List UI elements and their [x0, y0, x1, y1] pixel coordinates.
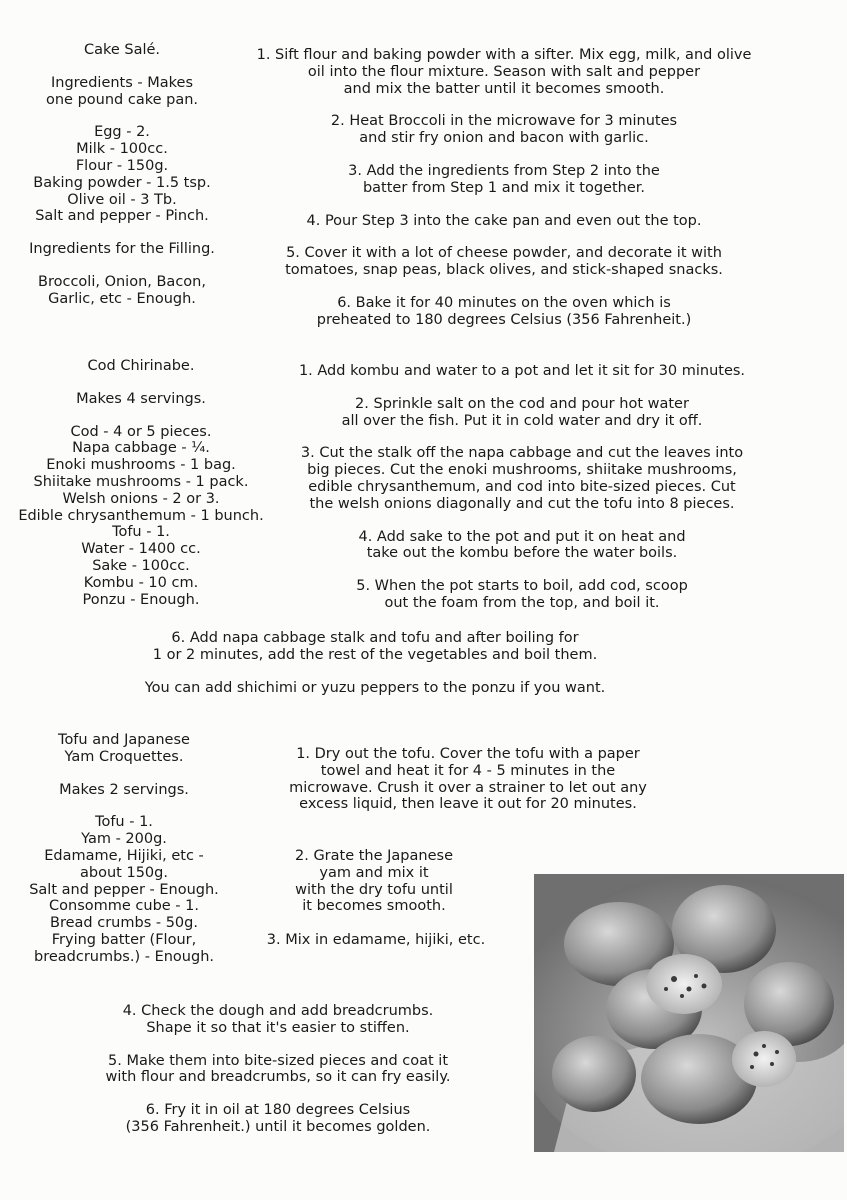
ingredient: Yam - 200g. — [81, 831, 167, 848]
ingredient: Ponzu - Enough. — [82, 591, 200, 608]
ingredient: Welsh onions - 2 or 3. — [62, 490, 220, 507]
ingredient: Kombu - 10 cm. — [83, 574, 199, 591]
ingredient: Edible chrysanthemum - 1 bunch. — [18, 507, 264, 524]
ingredient: Sake - 100cc. — [92, 557, 190, 574]
tofu-steps-bottom: 4. Check the dough and add breadcrumbs. Shape it so that it's easier to stiffen. 5. Make them into bite-sized pieces and coat it with flour and breadcrumbs, so it can fry easily. 6. Fry it in oil at 180 degrees Celsius (356 Fahrenheit.) until it becomes golden. — [105, 1003, 451, 1135]
cake-title: Cake Salé. — [83, 42, 161, 58]
ingredient: Bread crumbs - 50g. — [50, 915, 198, 932]
ingredient: Tofu - 1. — [112, 524, 170, 541]
tofu-step-2: 2. Grate the Japanese yam and mix it with the dry tofu until it becomes smooth. — [295, 848, 453, 915]
cake-steps: 1. Sift flour and baking powder with a sifter. Mix egg, milk, and olive oil into the flour mixture. Season with salt and pepper and mix the batter until it becomes smooth. 2. Heat Broccoli in the microwave for 3 minutes and stir fry onion and bacon with garlic. 3. Add the ingredients from Step 2 into the batter from Step 1 and mix it together. 4. Pour Step 3 into the cake pan and even out the top. 5. Cover it with a lot of cheese powder, and decorate it with tomatoes, snap peas, black olives, and stick-shaped snacks. 6. Bake it for 40 minutes on the oven which is preheated to 180 degrees Celsius (356 Fahrenheit.) — [256, 47, 752, 328]
cod-title: Cod Chirinabe. — [87, 358, 195, 374]
ingredient: Olive oil - 3 Tb. — [67, 191, 177, 208]
ingredient: Cod - 4 or 5 pieces. — [70, 423, 212, 440]
ingredient: Salt and pepper - Enough. — [29, 881, 219, 898]
croquettes-photo — [534, 874, 844, 1152]
cake-ingredients: Cake Salé. Ingredients - Makes one pound cake pan. Egg - 2. Milk - 100cc. Flour - 150g. Baking powder - 1.5 tsp. Olive oil - 3 Tb. Salt and pepper - Pinch. Ingredients for the Filling. Broccoli, Onion, Bacon, Garlic, etc - Enough. — [24, 42, 220, 308]
ingredient: Water - 1400 cc. — [81, 541, 201, 558]
cod-note: You can add shichimi or yuzu peppers to the ponzu if you want. — [144, 679, 606, 696]
cod-ingredients: Cod Chirinabe. Makes 4 servings. Cod - 4 or 5 pieces. Napa cabbage - ¼. Enoki mushrooms - 1 bag. Shiitake mushrooms - 1 pack. Welsh onions - 2 or 3. Edible chrysanthemum - 1 bunch. Tofu - 1. Water - 1400 cc. Sake - 100cc. Kombu - 10 cm. Ponzu - Enough. — [8, 358, 274, 608]
tofu-title: Tofu and Japanese — [58, 732, 190, 748]
ingredient: Shiitake mushrooms - 1 pack. — [33, 473, 249, 490]
cod-steps: 1. Add kombu and water to a pot and let it sit for 30 minutes. 2. Sprinkle salt on the cod and pour hot water all over the fish. Put it in cold water and dry it off. 3. Cut the stalk off the napa cabbage and cut the leaves into big pieces. Cut the enoki mushrooms, shiitake mushrooms, edible chrysanthemum, and cod into bite-sized pieces. Cut the welsh onions diagonally and cut the tofu into 8 pieces. 4. Add sake to the pot and put it on heat and take out the kombu before the water boils. 5. When the pot starts to boil, add cod, scoop out the foam from the top, and boil it. — [298, 363, 746, 611]
ingredient: breadcrumbs.) - Enough. — [34, 948, 214, 965]
filling-heading: Ingredients for the Filling. — [29, 241, 215, 258]
ingredient: Flour - 150g. — [75, 157, 169, 174]
ingredient: Baking powder - 1.5 tsp. — [33, 174, 211, 191]
ingredient: Salt and pepper - Pinch. — [35, 208, 209, 225]
ingredient: Enoki mushrooms - 1 bag. — [46, 457, 236, 474]
ingredient: Edamame, Hijiki, etc - — [44, 847, 204, 864]
tofu-ingredients: Tofu and Japanese Yam Croquettes. Makes 2 servings. Tofu - 1. Yam - 200g. Edamame, Hijiki, etc - about 150g. Salt and pepper - Enough. Consomme cube - 1. Bread crumbs - 50g. Frying batter (Flour, breadcrumbs.) - Enough. — [24, 732, 224, 966]
ingredient: Frying batter (Flour, — [51, 931, 197, 948]
ingredient: Napa cabbage - ¼. — [72, 440, 210, 457]
ingredient: Consomme cube - 1. — [49, 898, 199, 915]
ingredient: Egg - 2. — [94, 124, 150, 141]
tofu-step-3: 3. Mix in edamame, hijiki, etc. — [266, 932, 486, 948]
tofu-step-1: 1. Dry out the tofu. Cover the tofu with a paper towel and heat it for 4 - 5 minutes in the microwave. Crush it over a strainer to let out any excess liquid, then leave it out for 20 minutes. — [289, 746, 647, 813]
ingredient: Tofu - 1. — [95, 814, 153, 831]
ingredient: Milk - 100cc. — [76, 141, 168, 158]
ingredient: about 150g. — [80, 864, 168, 881]
cod-step-6: 6. Add napa cabbage stalk and tofu and after boiling for 1 or 2 minutes, add the rest of the vegetables and boil them. You can add shichimi or yuzu peppers to the ponzu if you want. — [115, 630, 635, 696]
